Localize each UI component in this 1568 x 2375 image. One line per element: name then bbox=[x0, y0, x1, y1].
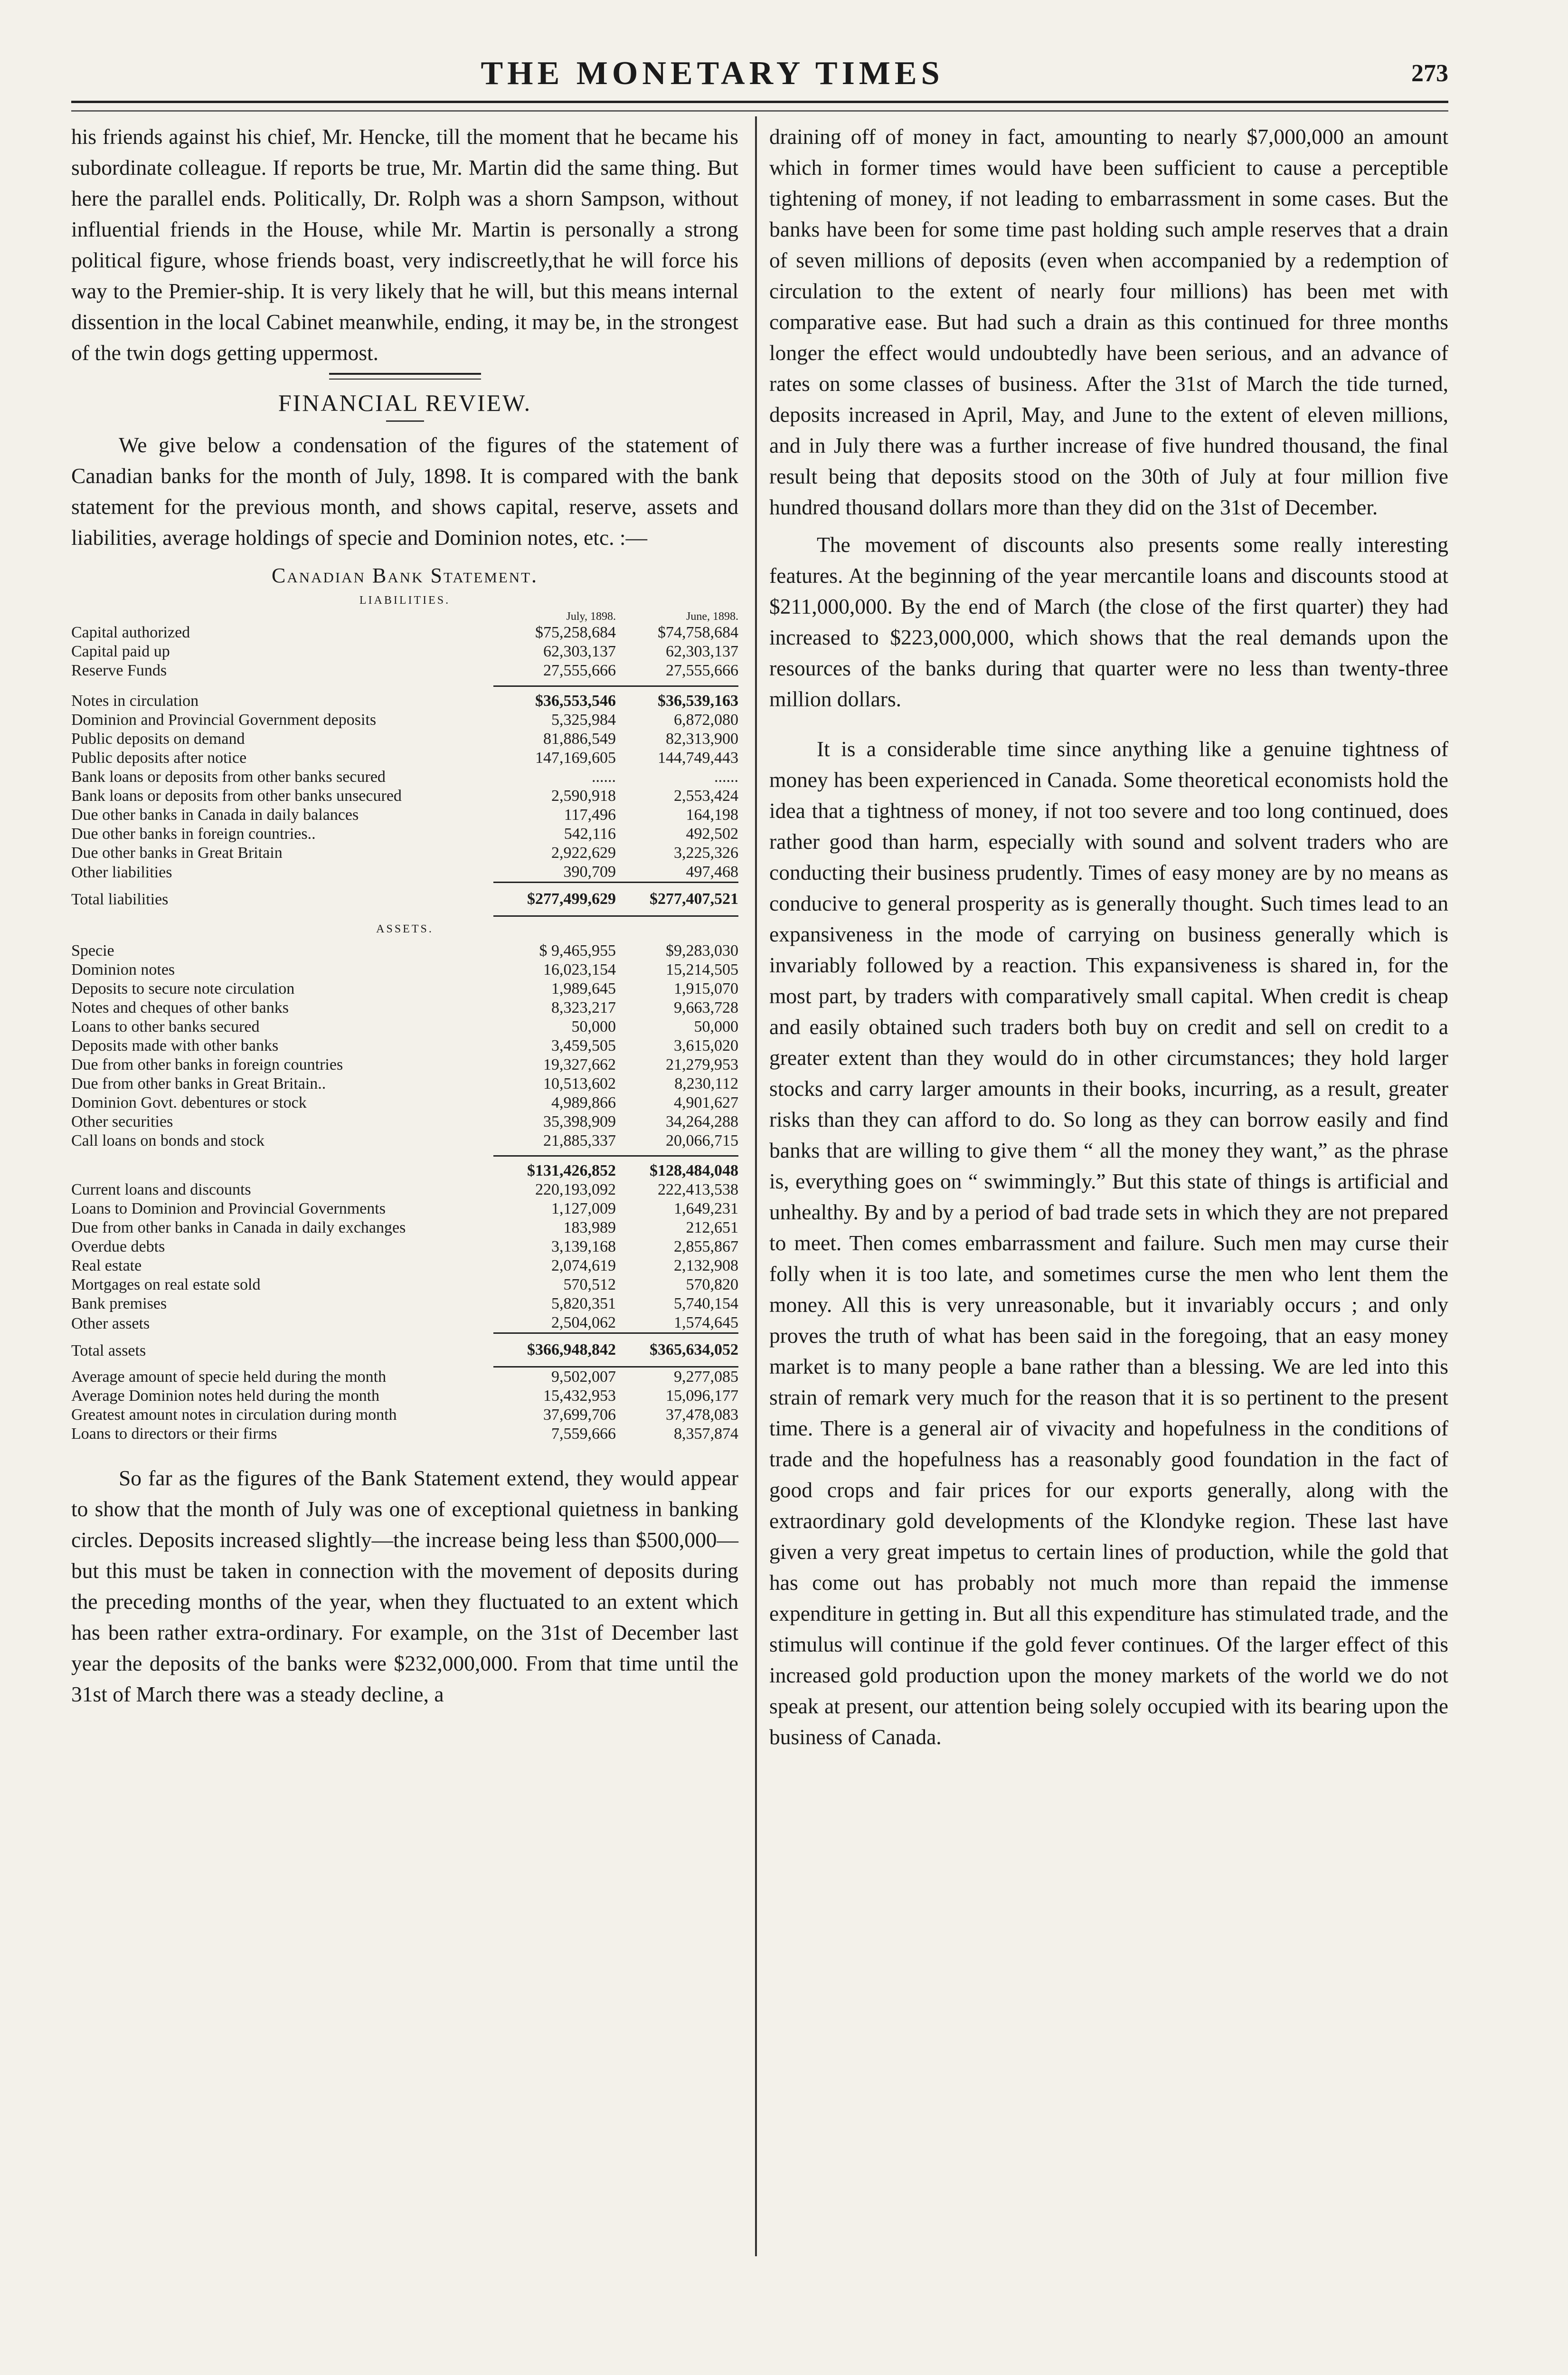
value-june: 1,574,645 bbox=[674, 1314, 738, 1331]
value-june: 144,749,443 bbox=[658, 749, 738, 767]
table-row bbox=[71, 623, 738, 642]
row-label: Due from other banks in Great Britain.. bbox=[71, 1074, 326, 1092]
table-row bbox=[71, 979, 738, 998]
table-row bbox=[71, 1294, 738, 1313]
table-row bbox=[71, 1074, 738, 1093]
row-label: Notes and cheques of other banks bbox=[71, 998, 289, 1016]
value-june: 2,553,424 bbox=[674, 787, 738, 805]
assets-heading: ASSETS. bbox=[376, 922, 434, 935]
value-june: 3,615,020 bbox=[674, 1036, 738, 1054]
table-row bbox=[71, 787, 738, 806]
assets-heading-row bbox=[71, 916, 738, 941]
right-paragraph-1: draining off of money in fact, amounting to nearly $7,000,000 an amount which in former times would have been sufficient to cause a perceptible tightening of money, if not leading to embarrassment in some cases. But the banks have been for some time past holding such ample reserves that a drain of seven millions of deposits (even when accompanied by a redemption of circulation to the extent of nearly four millions) has been met with comparative ease. But had such a drain as this continued for three months longer the effect would undoubtedly have been serious, and an advance of rates on some classes of business. After the 31st of March the tide turned, deposits increased in April, May, and June to the extent of eleven millions, and in July there was a further increase of five hundred thousand, the final result being that deposits stood on the 30th of July at four million five hundred thousand dollars more than they did on the 31st of December. bbox=[769, 124, 1448, 519]
value-june: 21,279,953 bbox=[666, 1055, 738, 1074]
row-label: Dominion and Provincial Government deposits bbox=[71, 711, 377, 729]
column-header-row bbox=[71, 610, 738, 623]
table-row bbox=[71, 1313, 738, 1333]
value-june: 34,264,288 bbox=[666, 1112, 738, 1130]
value-june: 212,651 bbox=[686, 1219, 738, 1236]
row-label: Other assets bbox=[71, 1314, 150, 1332]
value-july: 117,496 bbox=[564, 806, 616, 824]
row-label: Bank loans or deposits from other banks unsecured bbox=[71, 787, 402, 805]
row-label: Other liabilities bbox=[71, 864, 172, 881]
value-june: 8,230,112 bbox=[674, 1074, 738, 1092]
table-row bbox=[71, 1256, 738, 1275]
value-july: 5,820,351 bbox=[551, 1295, 616, 1312]
row-label: Real estate bbox=[71, 1257, 142, 1274]
value-june: ...... bbox=[714, 768, 738, 786]
table-row bbox=[71, 1036, 738, 1055]
row-label: Average amount of specie held during the month bbox=[71, 1368, 387, 1386]
table-row bbox=[71, 1237, 738, 1256]
value-june: 497,468 bbox=[686, 863, 738, 881]
row-label: Loans to other banks secured bbox=[71, 1017, 260, 1036]
value-july: 570,512 bbox=[563, 1276, 616, 1293]
value-july: $277,499,629 bbox=[493, 882, 616, 916]
table-row bbox=[71, 960, 738, 979]
table-row bbox=[71, 1017, 738, 1036]
table-row bbox=[71, 730, 738, 749]
value-july: 1,989,645 bbox=[551, 979, 616, 998]
row-label: Due other banks in Canada in daily balances bbox=[71, 806, 359, 824]
table-title: Canadian Bank Statement. bbox=[271, 564, 538, 587]
value-july: 35,398,909 bbox=[543, 1112, 616, 1130]
value-june: 15,214,505 bbox=[666, 960, 738, 978]
masthead-rule bbox=[71, 101, 1448, 103]
table-row bbox=[71, 1112, 738, 1131]
row-label: Total liabilities bbox=[71, 891, 169, 908]
table-row bbox=[71, 941, 738, 960]
right-paragraph-2: The movement of discounts also presents some really interesting features. At the beginning of the year mercantile loans and discounts stood at $211,000,000. By the end of March (the close of the first quarter) they had increased to $223,000,000, which shows that the real demands upon the resources of the banks during that quarter were no less than twenty-three million dollars. bbox=[769, 532, 1448, 711]
table-row bbox=[71, 1333, 738, 1367]
value-july: 7,559,666 bbox=[551, 1425, 616, 1443]
value-july: $ 9,465,955 bbox=[539, 941, 616, 960]
table-row bbox=[71, 642, 738, 661]
left-column bbox=[71, 121, 738, 1710]
row-label: Due other banks in foreign countries.. bbox=[71, 825, 316, 843]
value-july: 3,139,168 bbox=[551, 1238, 616, 1255]
row-label: Specie bbox=[71, 941, 114, 960]
table-row bbox=[71, 1199, 738, 1218]
table-row bbox=[71, 1425, 738, 1444]
value-july: 21,885,337 bbox=[543, 1131, 616, 1150]
row-spacer bbox=[71, 680, 738, 686]
table-row bbox=[71, 1055, 738, 1074]
row-spacer bbox=[71, 1150, 738, 1156]
value-june: 82,313,900 bbox=[666, 730, 738, 748]
value-june: 2,132,908 bbox=[674, 1257, 738, 1274]
row-label: Dominion Govt. debentures or stock bbox=[71, 1093, 307, 1112]
value-june: 164,198 bbox=[686, 806, 738, 824]
value-july: 81,886,549 bbox=[543, 730, 616, 748]
value-july: 542,116 bbox=[564, 825, 616, 843]
value-june: 4,901,627 bbox=[674, 1093, 738, 1112]
table-row bbox=[71, 1275, 738, 1294]
row-label: Public deposits on demand bbox=[71, 730, 245, 748]
section-title-rule bbox=[386, 420, 424, 422]
value-june: $74,758,684 bbox=[658, 624, 738, 641]
row-label: Greatest amount notes in circulation during month bbox=[71, 1406, 397, 1424]
row-label: Other securities bbox=[71, 1112, 173, 1130]
value-july: $131,426,852 bbox=[493, 1156, 616, 1181]
table-row bbox=[71, 1387, 738, 1406]
value-june: $365,634,052 bbox=[616, 1333, 738, 1367]
value-june: 1,915,070 bbox=[674, 979, 738, 998]
section-divider bbox=[329, 373, 481, 380]
value-july: 37,699,706 bbox=[543, 1406, 616, 1424]
row-label: Loans to directors or their firms bbox=[71, 1425, 277, 1443]
value-july: 183,989 bbox=[563, 1219, 616, 1236]
table-row bbox=[71, 844, 738, 863]
column-header-july: July, 1898. bbox=[566, 610, 616, 623]
page-number: 273 bbox=[1411, 60, 1448, 87]
row-label: Reserve Funds bbox=[71, 662, 167, 679]
table-row bbox=[71, 882, 738, 916]
value-june: 20,066,715 bbox=[666, 1131, 738, 1150]
row-label: Average Dominion notes held during the month bbox=[71, 1387, 380, 1405]
value-june: 6,872,080 bbox=[674, 711, 738, 729]
right-column bbox=[769, 121, 1448, 1752]
value-june: 2,855,867 bbox=[674, 1238, 738, 1255]
row-label: Deposits to secure note circulation bbox=[71, 979, 295, 998]
value-june: 37,478,083 bbox=[666, 1406, 738, 1424]
row-label: Current loans and discounts bbox=[71, 1181, 251, 1198]
value-july: 2,504,062 bbox=[551, 1314, 616, 1331]
value-july: 2,590,918 bbox=[551, 787, 616, 805]
value-june: $36,539,163 bbox=[616, 686, 738, 711]
value-july: 2,074,619 bbox=[551, 1257, 616, 1274]
table-row bbox=[71, 863, 738, 883]
value-july: 50,000 bbox=[571, 1017, 616, 1036]
row-label: Dominion notes bbox=[71, 960, 175, 978]
value-june: $128,484,048 bbox=[616, 1156, 738, 1181]
row-label: Call loans on bonds and stock bbox=[71, 1131, 265, 1150]
value-june: 27,555,666 bbox=[666, 662, 738, 679]
value-june: 492,502 bbox=[686, 825, 738, 843]
value-june: 8,357,874 bbox=[674, 1425, 738, 1443]
value-july: $36,553,546 bbox=[493, 686, 616, 711]
row-label: Due other banks in Great Britain bbox=[71, 844, 283, 862]
value-june: 62,303,137 bbox=[666, 643, 738, 660]
masthead bbox=[71, 55, 1448, 97]
value-june: 1,649,231 bbox=[674, 1200, 738, 1217]
value-july: 1,127,009 bbox=[551, 1200, 616, 1217]
row-label: Bank loans or deposits from other banks secured bbox=[71, 768, 386, 786]
table-row bbox=[71, 825, 738, 844]
masthead-rule-thin bbox=[71, 110, 1448, 112]
table-row bbox=[71, 768, 738, 787]
bank-statement-table bbox=[71, 610, 738, 1444]
value-july: 220,193,092 bbox=[535, 1181, 616, 1198]
value-july: 19,327,662 bbox=[543, 1055, 616, 1074]
row-label: Capital paid up bbox=[71, 643, 170, 660]
table-row bbox=[71, 1180, 738, 1199]
value-june: 9,663,728 bbox=[674, 998, 738, 1016]
section-title: FINANCIAL REVIEW. bbox=[278, 390, 532, 416]
value-june: 5,740,154 bbox=[674, 1295, 738, 1312]
value-june: 570,820 bbox=[686, 1276, 738, 1293]
value-july: 16,023,154 bbox=[543, 960, 616, 978]
value-june: 50,000 bbox=[694, 1017, 738, 1036]
row-label bbox=[71, 1156, 493, 1181]
table-row bbox=[71, 661, 738, 680]
row-label: Loans to Dominion and Provincial Governments bbox=[71, 1200, 386, 1217]
value-july: 4,989,866 bbox=[551, 1093, 616, 1112]
value-july: 5,325,984 bbox=[551, 711, 616, 729]
table-row bbox=[71, 711, 738, 730]
value-july: 8,323,217 bbox=[551, 998, 616, 1016]
table-row bbox=[71, 1406, 738, 1425]
table-row bbox=[71, 686, 738, 711]
row-label: Notes in circulation bbox=[71, 692, 199, 710]
value-july: 62,303,137 bbox=[543, 643, 616, 660]
value-june: 15,096,177 bbox=[666, 1387, 738, 1405]
table-row bbox=[71, 1131, 738, 1150]
row-label: Mortgages on real estate sold bbox=[71, 1276, 261, 1293]
row-label: Capital authorized bbox=[71, 624, 190, 641]
table-row bbox=[71, 1156, 738, 1181]
table-row bbox=[71, 998, 738, 1017]
value-july: 27,555,666 bbox=[543, 662, 616, 679]
row-label: Overdue debts bbox=[71, 1238, 165, 1255]
column-header-june: June, 1898. bbox=[686, 610, 738, 623]
value-july: $366,948,842 bbox=[493, 1333, 616, 1367]
right-paragraph-3: It is a considerable time since anything like a genuine tightness of money has been experienced in Canada. Some theoretical economists hold the idea that a tightness of money, if not too severe and too long continued, does rather good than harm, especially with sound and solvent traders who are conducting their business prudently. Times of easy money are by no means as conducive to general prosperity as is generally thought. Such times lead to an expansiveness in the mode of carrying on business generally which is invariably followed by a reaction. This expansiveness is shared in, for the most part, by traders with comparatively small capital. When credit is cheap and easily obtained such traders both buy on credit and sell on credit to a greater extent than they would do in other circumstances; they hold larger stocks and carry larger amounts in their books, incurring, as a result, greater risks than they can afford to do. So long as they can borrow easily and find banks that are willing to give them “ all the money they want,” as the phrase is, everything goes on “ swimmingly.” But this state of things is artificial and unhealthy. By and by a period of bad trade sets in which they are not prepared to meet. Then comes embarrassment and failure. Such men may curse their folly when it is too late, and sometimes curse the men who lent them the money. All this is very unreasonable, but it invariably occurs ; and only proves the truth of what has been said in the foregoing, that an easy money market is to many people a bane rather than a blessing. We are led into this strain of remark very much for the reason that it is so pertinent to the present time. There is a general air of vivacity and hopefulness in the conditions of trade and the hopefulness has a reasonably good foundation in the fact of good crops and fair prices for our exports generally, along with the extraordinary gold developments of the Klondyke region. These last have given a very great impetus to certain lines of production, while the gold that has come out has probably not much more than repaid the immense expenditure in getting in. But all this expenditure has stimulated trade, and the stimulus will continue if the gold fever continues. Of the larger effect of this increased gold production upon the money markets of the world we do not speak at present, our attention being solely occupied with its bearing upon the business of Canada. bbox=[769, 737, 1448, 1749]
publication-title: THE MONETARY TIMES bbox=[481, 55, 944, 92]
value-june: $9,283,030 bbox=[666, 941, 738, 960]
row-label: Total assets bbox=[71, 1341, 146, 1359]
table-row bbox=[71, 749, 738, 768]
liabilities-heading: LIABILITIES. bbox=[359, 594, 451, 607]
table-row bbox=[71, 806, 738, 825]
closing-paragraph: So far as the figures of the Bank Statement extend, they would appear to show that the month of July was one of exceptional quietness in banking circles. Deposits increased slightly—the increase being less than $500,000—but this must be taken in connection with the movement of deposits during the preceding months of the year, when they fluctuated to an extent which has been rather extra-ordinary. For example, on the 31st of December last year the deposits of the banks were $232,000,000. From that time until the 31st of March there was a steady decline, a bbox=[71, 1466, 738, 1706]
row-label: Public deposits after notice bbox=[71, 749, 247, 767]
value-july: 147,169,605 bbox=[535, 749, 616, 767]
value-july: $75,258,684 bbox=[535, 624, 616, 641]
intro-paragraph: his friends against his chief, Mr. Hencke, till the moment that he became his subordinate colleague. If reports be true, Mr. Martin did the same thing. But here the parallel ends. Politically, Dr. Rolph was a shorn Sampson, without influential friends in the House, while Mr. Martin is personally a strong political figure, whose friends boast, very indiscreetly,that he will force his way to the Premier-ship. It is very likely that he will, but this means internal dissention in the local Cabinet meanwhile, ending, it may be, in the strongest of the twin dogs getting uppermost. bbox=[71, 124, 738, 365]
value-july: 9,502,007 bbox=[551, 1368, 616, 1386]
row-label: Deposits made with other banks bbox=[71, 1036, 279, 1054]
value-july: ...... bbox=[592, 768, 616, 786]
value-july: 2,922,629 bbox=[551, 844, 616, 862]
value-june: 222,413,538 bbox=[658, 1181, 738, 1198]
value-july: 390,709 bbox=[563, 863, 616, 881]
value-july: 10,513,602 bbox=[543, 1074, 616, 1092]
row-label: Due from other banks in foreign countries bbox=[71, 1055, 343, 1074]
column-divider bbox=[755, 116, 757, 2256]
table-row bbox=[71, 1093, 738, 1112]
row-label: Bank premises bbox=[71, 1295, 167, 1312]
value-july: 15,432,953 bbox=[543, 1387, 616, 1405]
table-row bbox=[71, 1367, 738, 1387]
value-june: 3,225,326 bbox=[674, 844, 738, 862]
row-label: Due from other banks in Canada in daily exchanges bbox=[71, 1219, 406, 1236]
header-spacer bbox=[71, 610, 493, 623]
value-june: 9,277,085 bbox=[674, 1368, 738, 1386]
value-july: 3,459,505 bbox=[551, 1036, 616, 1054]
value-june: $277,407,521 bbox=[616, 882, 738, 916]
table-row bbox=[71, 1218, 738, 1237]
review-paragraph: We give below a condensation of the figures of the statement of Canadian banks for the month of July, 1898. It is compared with the bank statement for the previous month, and shows capital, reserve, assets and liabilities, average holdings of specie and Dominion notes, etc. :— bbox=[71, 433, 738, 550]
